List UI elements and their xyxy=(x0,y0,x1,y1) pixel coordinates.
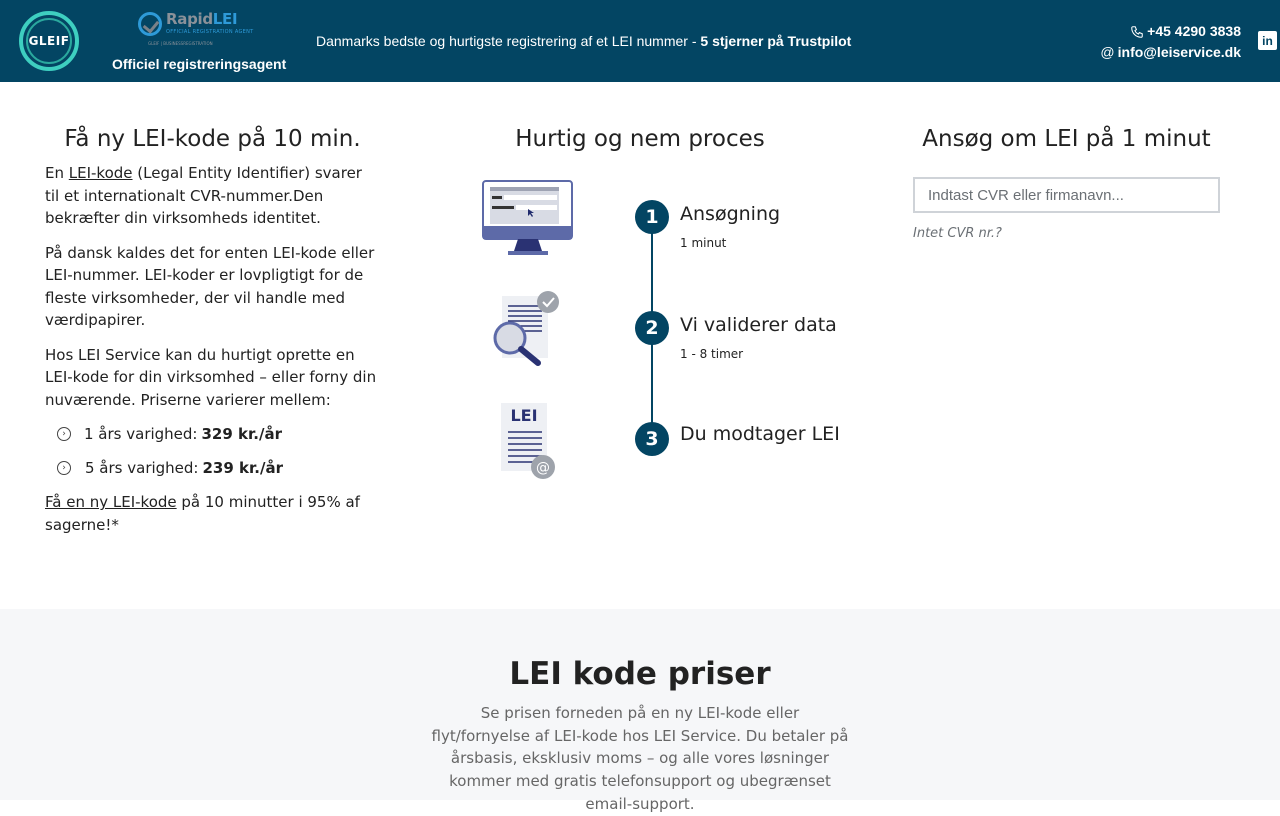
email-link[interactable]: info@leiservice.dk xyxy=(1117,44,1241,60)
step-subtitle: 1 minut xyxy=(680,236,727,250)
rapidlei-subtitle-2: GLEIF | BUSINESSREGISTRATION xyxy=(148,41,213,46)
contact-info xyxy=(1100,21,1241,63)
list-item: › 1 års varighed: 329 kr./år xyxy=(45,423,380,445)
prices-heading: LEI kode priser xyxy=(509,656,771,692)
intro-paragraph-1: En LEI-kode (Legal Entity Identifier) svarer til et internationalt CVR-nummer.Den bekræfter din virksomheds identitet. xyxy=(45,164,362,227)
prices-description: Se prisen forneden på en ny LEI-kode eller flyt/fornyelse af LEI-kode hos LEI Service. Du betaler på årsbasis, eksklusiv moms – og alle vores løsninger kommer med gratis telefonsupport og ubegrænset email-support. xyxy=(431,704,849,813)
intro-heading: Få ny LEI-kode på 10 min. xyxy=(64,126,361,152)
prices-section xyxy=(0,609,1280,813)
step-title: Du modtager LEI xyxy=(680,423,840,445)
rapidlei-wordmark: RapidLEI xyxy=(166,10,238,28)
chevron-right-icon: › xyxy=(57,461,71,475)
process-steps xyxy=(480,178,840,488)
header-tagline: Danmarks bedste og hurtigste registrering af et LEI nummer - 5 stjerner på Trustpilot xyxy=(316,33,852,49)
step-subtitle: 1 - 8 timer xyxy=(680,347,744,361)
price-list xyxy=(45,423,380,479)
monitor-form-icon xyxy=(482,180,574,256)
step-title: Vi validerer data xyxy=(680,314,837,336)
email-at-icon: @ xyxy=(1100,44,1115,60)
step-title: Ansøgning xyxy=(680,203,781,225)
process-heading: Hurtig og nem proces xyxy=(515,126,765,152)
no-cvr-link[interactable]: Intet CVR nr.? xyxy=(913,226,1002,241)
cvr-search-input[interactable] xyxy=(913,177,1220,213)
svg-text:@: @ xyxy=(536,460,550,476)
process-column xyxy=(440,126,840,476)
lei-kode-link[interactable]: LEI-kode xyxy=(68,164,133,182)
rapidlei-check-icon xyxy=(138,12,162,36)
intro-paragraph-2: På dansk kaldes det for enten LEI-kode eller LEI-nummer. LEI-koder er lovpligtigt for de fleste virksomheder, der vil handle med værdipapirer. xyxy=(45,243,375,329)
rapidlei-logo[interactable] xyxy=(138,10,262,50)
apply-heading: Ansøg om LEI på 1 minut xyxy=(922,126,1211,152)
gleif-logo-text: GLEIF xyxy=(28,34,70,48)
phone-icon xyxy=(1130,25,1144,39)
intro-paragraph-4: Få en ny LEI-kode på 10 minutter i 95% af sagerne!* xyxy=(45,493,360,534)
phone-link[interactable]: +45 4290 3838 xyxy=(1147,23,1241,39)
chevron-right-icon: › xyxy=(57,427,71,441)
rapidlei-subtitle: OFFICIAL REGISTRATION AGENT xyxy=(166,29,254,35)
step-number: 3 xyxy=(635,422,669,456)
step-number: 1 xyxy=(635,200,669,234)
document-magnifier-icon xyxy=(492,290,562,370)
registration-agent-label: Officiel registreringsagent xyxy=(112,56,287,72)
step-number: 2 xyxy=(635,311,669,345)
intro-paragraph-3: Hos LEI Service kan du hurtigt oprette en LEI-kode for din virksomhed – eller forny din nuværende. Priserne varierer mellem: xyxy=(45,345,377,409)
linkedin-icon[interactable]: in xyxy=(1258,31,1277,50)
apply-column xyxy=(913,126,1220,241)
top-header xyxy=(0,0,1280,82)
lei-doc-label: LEI xyxy=(510,406,538,425)
new-lei-link[interactable]: Få en ny LEI-kode xyxy=(45,493,177,511)
gleif-logo[interactable] xyxy=(19,11,79,71)
intro-column xyxy=(45,126,380,536)
list-item: › 5 års varighed: 239 kr./år xyxy=(45,457,380,479)
trustpilot-rating[interactable]: 5 stjerner på Trustpilot xyxy=(700,33,852,49)
